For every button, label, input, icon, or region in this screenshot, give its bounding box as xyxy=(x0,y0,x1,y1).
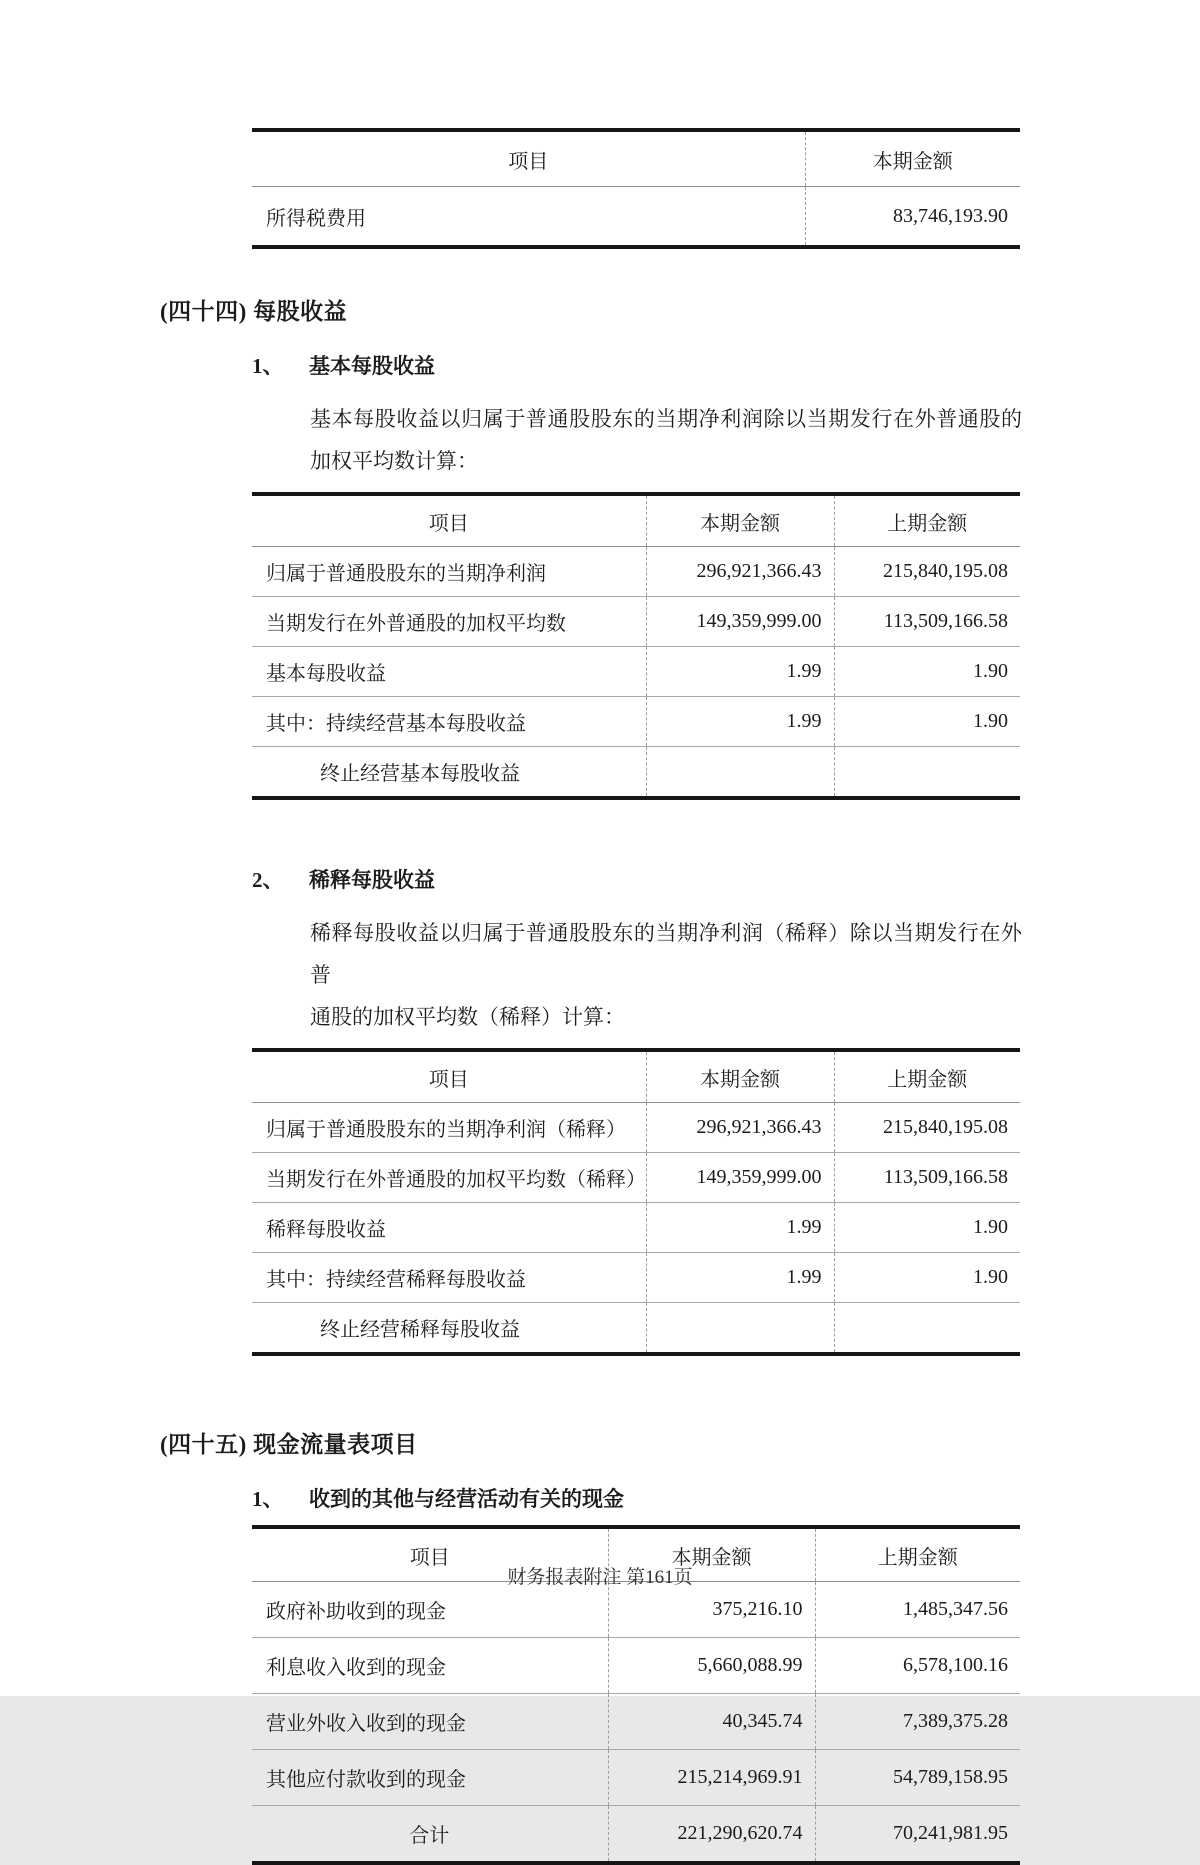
table-row xyxy=(252,1694,1020,1750)
cell-item: 营业外收入收到的现金 xyxy=(252,1694,608,1750)
subsection-other-cash-heading xyxy=(252,1483,1200,1513)
cell-item: 所得税费用 xyxy=(266,207,366,230)
section-45-heading: (四十五) 现金流量表项目 xyxy=(160,1432,418,1457)
table-row xyxy=(252,1203,1020,1253)
cell-prior: 113,509,166.58 xyxy=(834,597,1020,647)
subsection-diluted-eps-heading xyxy=(252,864,1200,894)
paragraph-line: 通股的加权平均数（稀释）计算： xyxy=(310,1005,625,1029)
table-row xyxy=(252,697,1020,747)
cell-item: 利息收入收到的现金 xyxy=(252,1638,608,1694)
subsection-number: 1、 xyxy=(252,1487,284,1511)
cell-prior: 1.90 xyxy=(834,647,1020,697)
subsection-number: 1、 xyxy=(252,354,284,378)
cell-current: 1.99 xyxy=(646,697,834,747)
cell-current: 1.99 xyxy=(646,647,834,697)
header-current-amount: 本期金额 xyxy=(646,1050,834,1103)
table-row xyxy=(252,187,1020,248)
header-item: 项目 xyxy=(252,1050,646,1103)
subsection-title: 收到的其他与经营活动有关的现金 xyxy=(309,1487,624,1511)
header-prior-amount: 上期金额 xyxy=(834,1050,1020,1103)
cell-current: 1.99 xyxy=(646,1203,834,1253)
cell-current: 149,359,999.00 xyxy=(646,1153,834,1203)
table-row xyxy=(252,647,1020,697)
cell-current: 5,660,088.99 xyxy=(608,1638,815,1694)
subsection-title: 基本每股收益 xyxy=(309,354,435,378)
header-current-amount: 本期金额 xyxy=(646,494,834,547)
cell-prior xyxy=(834,747,1020,799)
cell-current: 296,921,366.43 xyxy=(646,547,834,597)
cell-item: 终止经营稀释每股收益 xyxy=(252,1303,646,1355)
cell-current: 221,290,620.74 xyxy=(608,1806,815,1864)
cell-item: 基本每股收益 xyxy=(252,647,646,697)
cell-current: 83,746,193.90 xyxy=(805,187,1020,248)
cell-prior xyxy=(834,1303,1020,1355)
section-44-heading: (四十四) 每股收益 xyxy=(160,299,348,324)
cell-current: 40,345.74 xyxy=(608,1694,815,1750)
diluted-eps-table xyxy=(252,1048,1020,1356)
table-row xyxy=(252,1253,1020,1303)
table-row xyxy=(252,1582,1020,1638)
table-row xyxy=(252,1806,1020,1864)
page-footer: 财务报表附注 第161页 xyxy=(507,1567,693,1588)
cell-item: 当期发行在外普通股的加权平均数（稀释） xyxy=(252,1153,646,1203)
table-row xyxy=(252,1103,1020,1153)
table-header-row xyxy=(252,130,1020,187)
cell-prior: 1,485,347.56 xyxy=(815,1582,1020,1638)
cell-prior: 215,840,195.08 xyxy=(834,547,1020,597)
cell-item: 其中：持续经营稀释每股收益 xyxy=(252,1253,646,1303)
cell-item: 合计 xyxy=(252,1806,608,1864)
diluted-eps-paragraph xyxy=(310,912,1022,1038)
table-row xyxy=(252,1303,1020,1355)
table-header-row xyxy=(252,1050,1020,1103)
header-item: 项目 xyxy=(252,494,646,547)
table-row xyxy=(252,747,1020,799)
cell-current xyxy=(646,1303,834,1355)
basic-eps-paragraph xyxy=(310,398,1022,482)
cell-item: 政府补助收到的现金 xyxy=(266,1601,446,1623)
table-row xyxy=(252,597,1020,647)
cell-prior: 6,578,100.16 xyxy=(815,1638,1020,1694)
cell-item: 稀释每股收益 xyxy=(252,1203,646,1253)
paragraph-line: 加权平均数计算： xyxy=(310,449,478,473)
subsection-title: 稀释每股收益 xyxy=(309,868,435,892)
paragraph-line: 稀释每股收益以归属于普通股股东的当期净利润（稀释）除以当期发行在外普 xyxy=(310,921,1022,987)
cell-item: 归属于普通股股东的当期净利润 xyxy=(266,563,546,585)
header-prior-amount: 上期金额 xyxy=(834,494,1020,547)
cell-prior: 215,840,195.08 xyxy=(834,1103,1020,1153)
cell-prior: 54,789,158.95 xyxy=(815,1750,1020,1806)
header-item: 项目 xyxy=(252,1527,608,1582)
subsection-number: 2、 xyxy=(252,868,284,892)
cell-prior: 1.90 xyxy=(834,1203,1020,1253)
header-prior-amount: 上期金额 xyxy=(815,1527,1020,1582)
basic-eps-table xyxy=(252,492,1020,800)
header-current-amount: 本期金额 xyxy=(805,130,1020,187)
cell-current xyxy=(646,747,834,799)
paragraph-line: 基本每股收益以归属于普通股股东的当期净利润除以当期发行在外普通股的 xyxy=(310,407,1022,431)
table-row xyxy=(252,1638,1020,1694)
cell-current: 375,216.10 xyxy=(608,1582,815,1638)
cell-item: 其他应付款收到的现金 xyxy=(252,1750,608,1806)
header-current-amount: 本期金额 xyxy=(608,1527,815,1582)
cell-current: 296,921,366.43 xyxy=(646,1103,834,1153)
table-row xyxy=(252,1750,1020,1806)
subsection-basic-eps-heading xyxy=(252,350,1200,380)
cell-current: 149,359,999.00 xyxy=(646,597,834,647)
cell-item: 终止经营基本每股收益 xyxy=(252,747,646,799)
cell-item: 当期发行在外普通股的加权平均数 xyxy=(252,597,646,647)
cell-item: 其中：持续经营基本每股收益 xyxy=(252,697,646,747)
cell-current: 215,214,969.91 xyxy=(608,1750,815,1806)
cell-prior: 113,509,166.58 xyxy=(834,1153,1020,1203)
cell-prior: 70,241,981.95 xyxy=(815,1806,1020,1864)
table-row xyxy=(252,547,1020,597)
cell-current: 1.99 xyxy=(646,1253,834,1303)
header-item: 项目 xyxy=(252,130,805,187)
cell-prior: 1.90 xyxy=(834,1253,1020,1303)
cell-prior: 1.90 xyxy=(834,697,1020,747)
table-header-row xyxy=(252,494,1020,547)
cell-item: 归属于普通股股东的当期净利润（稀释） xyxy=(266,1119,626,1141)
income-tax-table xyxy=(252,128,1020,249)
table-row xyxy=(252,1153,1020,1203)
cell-prior: 7,389,375.28 xyxy=(815,1694,1020,1750)
